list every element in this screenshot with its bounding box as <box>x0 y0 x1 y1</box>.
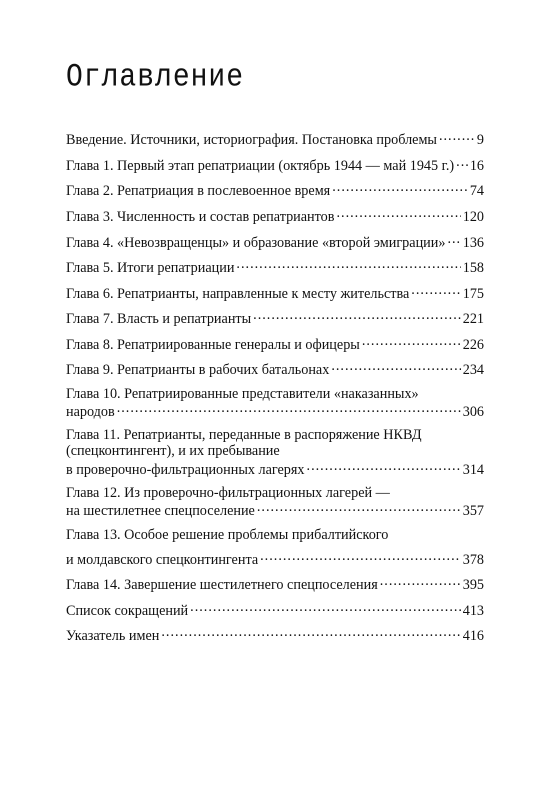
toc-entry-lastline <box>66 575 484 593</box>
toc-entry-lastline <box>66 360 484 378</box>
toc-entry-title: Глава 14. Завершение шестилетнего спецпоселения <box>66 577 378 594</box>
toc-entry-line: Глава 10. Репатриированные представители «наказанных» <box>66 385 419 402</box>
toc-entry-line: Глава 13. Особое решение проблемы прибалтийского <box>66 526 389 543</box>
leader-dots <box>456 156 468 170</box>
toc-entry-lastline <box>66 501 484 519</box>
toc-entry-line: (спецконтингент), и их пребывание <box>66 443 280 460</box>
toc-entry[interactable] <box>66 527 484 568</box>
toc-entry-title: Глава 5. Итоги репатриации <box>66 260 235 277</box>
toc-entry-lastline <box>66 626 484 644</box>
toc-entry-lastline <box>66 550 484 568</box>
toc-entry-lastline <box>66 309 484 327</box>
toc-entry[interactable] <box>66 207 484 225</box>
leader-dots <box>253 309 461 323</box>
toc-page-number: 378 <box>462 551 484 568</box>
leader-dots <box>362 335 461 349</box>
toc-entry-title: Глава 2. Репатриация в послевоенное время <box>66 183 331 200</box>
toc-entry-title: Указатель имен <box>66 628 160 645</box>
toc-page-number: 234 <box>462 362 484 379</box>
page-title: Оглавление <box>66 60 245 96</box>
toc-entry-lastline <box>66 181 484 199</box>
toc-entry-title: в проверочно-фильтрационных лагерях <box>66 461 305 478</box>
toc-page-number: 416 <box>462 628 484 645</box>
toc-entry-title: народов <box>66 403 115 420</box>
toc-entry-title: на шестилетнее спецпоселение <box>66 503 255 520</box>
toc-entry[interactable] <box>66 427 484 477</box>
toc-entry-title: Список сокращений <box>66 602 189 619</box>
toc-entry[interactable] <box>66 232 484 250</box>
toc-entry[interactable] <box>66 626 484 644</box>
toc-entry-title: Глава 3. Численность и состав репатриантов <box>66 208 335 225</box>
toc-entry-lastline <box>66 258 484 276</box>
toc-page-number: 175 <box>462 285 484 302</box>
toc-entry-lastline <box>66 156 484 174</box>
toc-entry[interactable] <box>66 360 484 378</box>
leader-dots <box>117 402 461 416</box>
leader-dots <box>336 207 460 221</box>
leader-dots <box>439 130 475 144</box>
leader-dots <box>257 501 461 515</box>
toc-entry-lastline <box>66 459 484 477</box>
toc-page-number: 314 <box>462 461 484 478</box>
toc-page-number: 74 <box>469 183 484 200</box>
toc-page-number: 306 <box>462 403 484 420</box>
toc-entry-lastline <box>66 207 484 225</box>
leader-dots <box>331 360 460 374</box>
toc-page-number: 357 <box>462 503 484 520</box>
table-of-contents <box>66 130 484 644</box>
toc-page-number: 136 <box>462 234 484 251</box>
toc-entry[interactable] <box>66 601 484 619</box>
toc-entry[interactable] <box>66 283 484 301</box>
toc-entry-title: Глава 4. «Невозвращенцы» и образование «второй эмиграции» <box>66 234 446 251</box>
leader-dots <box>260 550 461 564</box>
toc-entry-title: Глава 9. Репатрианты в рабочих батальонах <box>66 362 330 379</box>
toc-page-number: 16 <box>469 157 484 174</box>
toc-entry[interactable] <box>66 386 484 420</box>
toc-entry[interactable] <box>66 309 484 327</box>
toc-page-number: 395 <box>462 577 484 594</box>
toc-entry[interactable] <box>66 156 484 174</box>
toc-entry[interactable] <box>66 130 484 148</box>
toc-entry-line: Глава 12. Из проверочно-фильтрационных лагерей — <box>66 484 390 501</box>
leader-dots <box>411 283 460 297</box>
leader-dots <box>161 626 460 640</box>
toc-entry[interactable] <box>66 181 484 199</box>
toc-page-number: 9 <box>476 132 484 149</box>
toc-entry-lastline <box>66 601 484 619</box>
toc-entry-title: и молдавского спецконтингента <box>66 551 259 568</box>
toc-entry[interactable] <box>66 485 484 519</box>
toc-page-number: 413 <box>462 602 484 619</box>
leader-dots <box>380 575 461 589</box>
toc-entry-lastline <box>66 335 484 353</box>
toc-page-number: 221 <box>462 311 484 328</box>
leader-dots <box>307 459 461 473</box>
toc-entry-line: Глава 11. Репатрианты, переданные в распоряжение НКВД <box>66 427 422 444</box>
leader-dots <box>236 258 460 272</box>
toc-entry-title: Глава 6. Репатрианты, направленные к месту жительства <box>66 285 410 302</box>
toc-entry-lastline <box>66 232 484 250</box>
toc-page-number: 158 <box>462 260 484 277</box>
toc-entry[interactable] <box>66 335 484 353</box>
toc-page-number: 226 <box>462 336 484 353</box>
toc-entry-title: Глава 8. Репатриированные генералы и офицеры <box>66 336 360 353</box>
toc-entry-lastline <box>66 283 484 301</box>
toc-entry-title: Введение. Источники, историография. Постановка проблемы <box>66 132 437 149</box>
leader-dots <box>447 232 460 246</box>
toc-entry[interactable] <box>66 258 484 276</box>
leader-dots <box>190 601 461 615</box>
toc-entry[interactable] <box>66 575 484 593</box>
toc-entry-lastline <box>66 130 484 148</box>
leader-dots <box>332 181 468 195</box>
toc-entry-title: Глава 7. Власть и репатрианты <box>66 311 252 328</box>
toc-page-number: 120 <box>462 208 484 225</box>
toc-entry-lastline <box>66 402 484 420</box>
toc-entry-title: Глава 1. Первый этап репатриации (октябрь 1944 — май 1945 г.) <box>66 157 455 174</box>
